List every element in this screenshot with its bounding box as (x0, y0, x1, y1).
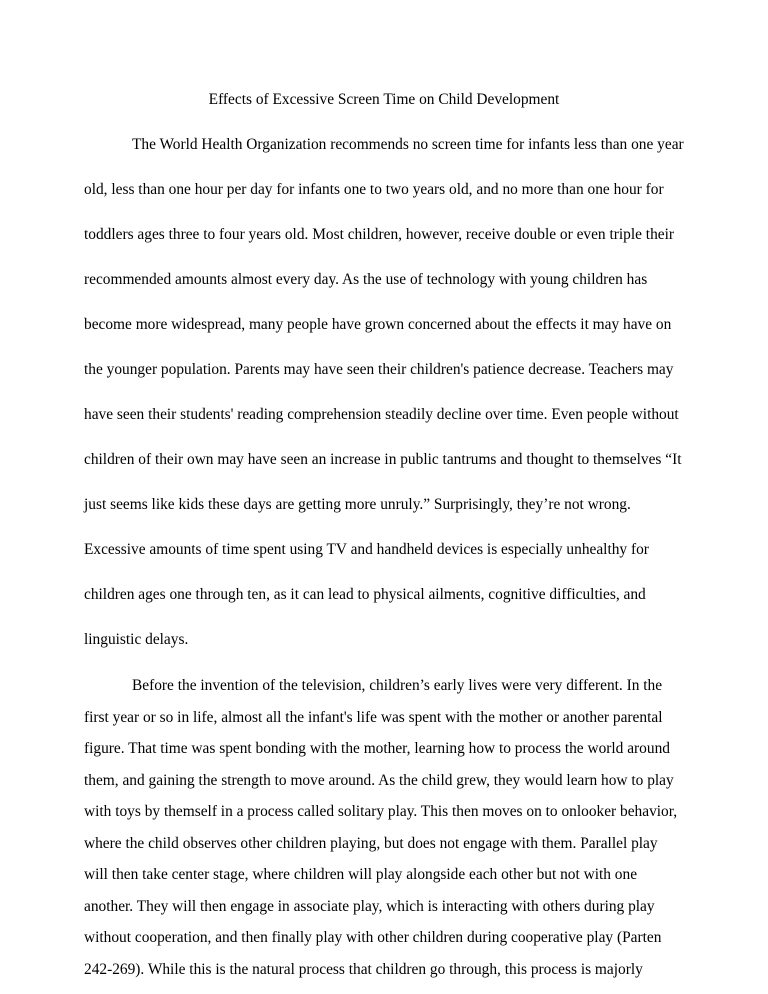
paragraph-line: with toys by themself in a process called solitary play. This then moves on to onlooker behavior, (84, 803, 678, 820)
paragraph-line: have seen their students' reading comprehension steadily decline over time. Even people without (84, 406, 679, 423)
paragraph-line: where the child observes other children playing, but does not engage with them. Parallel play (84, 835, 658, 852)
paragraph-line: another. They will then engage in associate play, which is interacting with others during play (84, 898, 655, 915)
paragraph-line: children of their own may have seen an increase in public tantrums and thought to themselves “It (84, 451, 682, 468)
paragraph-line: The World Health Organization recommends no screen time for infants less than one year (132, 136, 684, 153)
paragraph-line: children ages one through ten, as it can lead to physical ailments, cognitive difficulties, and (84, 586, 646, 603)
paragraph-line: Before the invention of the television, children’s early lives were very different. In the (132, 677, 663, 694)
paragraph-line: just seems like kids these days are getting more unruly.” Surprisingly, they’re not wrong. (84, 496, 631, 513)
paragraph-line: figure. That time was spent bonding with the mother, learning how to process the world around (84, 740, 670, 757)
paragraph-line: them, and gaining the strength to move around. As the child grew, they would learn how to play (84, 772, 674, 789)
paragraph-line: will then take center stage, where children will play alongside each other but not with one (84, 866, 638, 883)
paragraph-line: 242-269). While this is the natural process that children go through, this process is majorly (84, 961, 643, 978)
paragraph-line: old, less than one hour per day for infants one to two years old, and no more than one hour for (84, 181, 664, 198)
paragraph-line: become more widespread, many people have grown concerned about the effects it may have on (84, 316, 672, 333)
paragraph-line: recommended amounts almost every day. As the use of technology with young children has (84, 271, 648, 288)
document-title: Effects of Excessive Screen Time on Child Development (208, 91, 560, 108)
paragraph-line: the younger population. Parents may have seen their children's patience decrease. Teachers may (84, 361, 674, 378)
paragraph-line: linguistic delays. (84, 631, 189, 648)
paragraph-line: first year or so in life, almost all the infant's life was spent with the mother or another parental (84, 709, 663, 726)
paragraph-line: without cooperation, and then finally play with other children during cooperative play (Parten (84, 929, 662, 946)
paragraph-line: toddlers ages three to four years old. Most children, however, receive double or even triple their (84, 226, 675, 243)
paragraph-line: Excessive amounts of time spent using TV and handheld devices is especially unhealthy for (84, 541, 649, 558)
